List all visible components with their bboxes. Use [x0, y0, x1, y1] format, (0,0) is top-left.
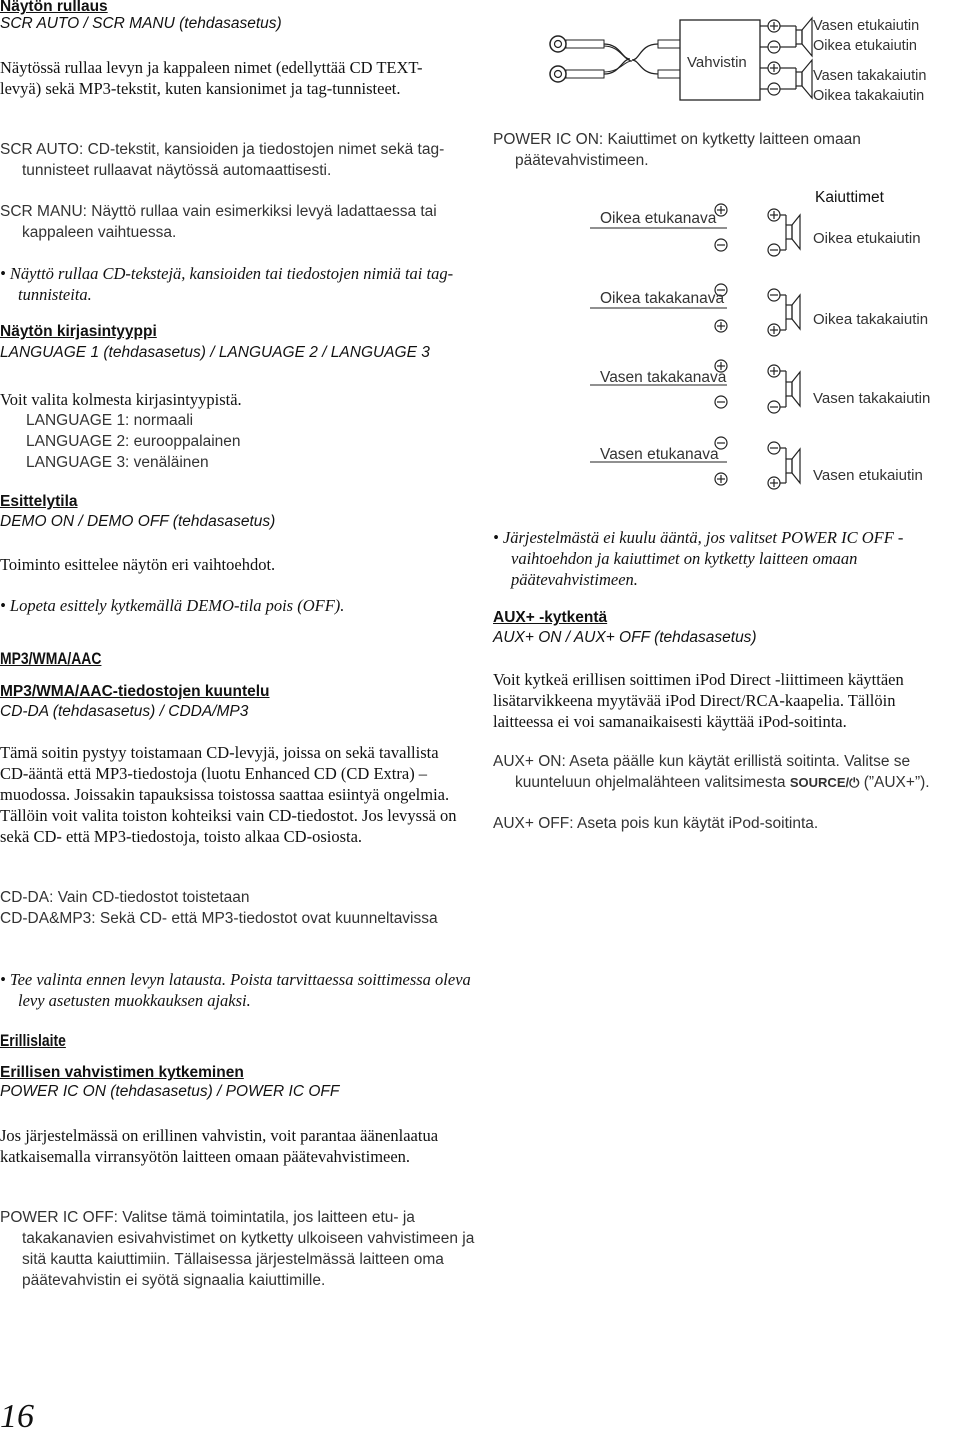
scroll-description: Näytössä rullaa levyn ja kappaleen nimet (edellyttää CD TEXT-levyä) sekä MP3-tekstit, kuten kansionimet ja tag-tunnisteet. — [0, 58, 423, 98]
speaker-label: Vasen takakaiutin — [813, 390, 931, 407]
speaker-label: Oikea takakaiutin — [813, 88, 925, 104]
mp3-cdda: CD-DA: Vain CD-tiedostot toistetaan — [0, 889, 250, 906]
ext-section-heading: Erillislaite — [0, 1031, 66, 1050]
charset-intro: Voit valita kolmesta kirjasintyypistä. — [0, 390, 242, 409]
channel-label: Vasen etukanava — [600, 446, 719, 463]
scroll-manu-text: SCR MANU: Näyttö rullaa vain esimerkiksi levyä ladattaessa tai kappaleen vaihtuessa. — [0, 203, 437, 241]
speaker-label: Oikea etukaiutin — [813, 38, 917, 54]
ext-off-text: POWER IC OFF: Valitse tämä toimintatila, jos laitteen etu- ja takakanavien esivahvistimet on kytketty ulkoiseen vahvistimeen ja sitä kautta kaiuttimiin. Tällaisessa järjestelmässä laitteen oma päätevahvistin ei syötä signaalia kaiuttimille. — [0, 1209, 475, 1289]
scroll-title: Näytön rullaus — [0, 0, 108, 15]
charset-item: LANGUAGE 1: normaali — [26, 412, 194, 429]
ext-description: Jos järjestelmässä on erillinen vahvistin, voit parantaa äänenlaatua katkaisemalla virransyötön laitteen omaan päätevahvistimeen. — [0, 1126, 439, 1166]
charset-title: Näytön kirjasintyyppi — [0, 323, 157, 340]
aux-on-text: AUX+ ON: Aseta päälle kun käytät erillistä soitinta. Valitse se kuunteluun ohjelmalähteen valitsimesta SOURCE/⏻ (”AUX+”). — [493, 753, 930, 791]
aux-options: AUX+ ON / AUX+ OFF (tehdasasetus) — [493, 629, 757, 646]
speaker-label: Vasen takakaiutin — [813, 68, 927, 84]
demo-description: Toiminto esittelee näytön eri vaihtoehdot. — [0, 555, 276, 574]
mp3-bullet: • Tee valinta ennen levyn latausta. Poista tarvittaessa soittimessa oleva levy asetusten muokkauksen ajaksi. — [0, 970, 471, 1010]
aux-description: Voit kytkeä erillisen soittimen iPod Direct -liittimeen käyttäen lisätarvikkeena myytävää iPod Direct/RCA-kaapelia. Tällöin laitteessa ei voi samanaikaisesti käyttää iPod-soitinta. — [493, 670, 904, 731]
scroll-options: SCR AUTO / SCR MANU (tehdasasetus) — [0, 15, 282, 32]
mp3-cdda-mp3: CD-DA&MP3: Sekä CD- että MP3-tiedostot ovat kuunneltavissa — [0, 910, 438, 927]
power-ic-off-bullet: • Järjestelmästä ei kuulu ääntä, jos valitset POWER IC OFF -vaihtoehdon ja kaiuttimet on kytketty laitteen omaan päätevahvistimeen. — [493, 528, 904, 589]
scroll-auto-text: SCR AUTO: CD-tekstit, kansioiden ja tiedostojen nimet sekä tag-tunnisteet rullaavat näytössä automaattisesti. — [0, 141, 445, 179]
amplifier-label: Vahvistin — [687, 54, 747, 71]
rca-jack-icon — [550, 36, 604, 82]
speaker-label: Vasen etukaiutin — [813, 18, 920, 34]
demo-bullet: • Lopeta esittely kytkemällä DEMO-tila pois (OFF). — [0, 596, 345, 615]
source-power-key: SOURCE/⏻ — [789, 775, 860, 790]
speakers-header: Kaiuttimet — [815, 189, 884, 206]
aux-title: AUX+ -kytkentä — [493, 609, 608, 626]
demo-options: DEMO ON / DEMO OFF (tehdasasetus) — [0, 513, 276, 530]
ext-title: Erillisen vahvistimen kytkeminen — [0, 1064, 244, 1081]
page-number: 16 — [0, 1398, 34, 1435]
aux-off-text: AUX+ OFF: Aseta pois kun käytät iPod-soitinta. — [493, 815, 819, 832]
mp3-title: MP3/WMA/AAC-tiedostojen kuuntelu — [0, 683, 270, 700]
speaker-label: Oikea etukaiutin — [813, 230, 921, 247]
mp3-description: Tämä soitin pystyy toistamaan CD-levyjä, joissa on sekä tavallista CD-ääntä että MP3-tiedostoja (luotu Enhanced CD (CD Extra) –muodossa. Joissakin tapauksissa toistossa saattaa esiintyä ongelmia. Tällöin voit valita toiston kohteiksi vain CD-tiedostot. Jos levyssä on sekä CD- että MP3-tiedostoja, toisto alkaa CD-osiosta. — [0, 743, 457, 846]
speaker-label: Oikea takakaiutin — [813, 311, 929, 328]
channel-label: Vasen takakanava — [600, 369, 727, 386]
power-ic-on-caption: POWER IC ON: Kaiuttimet on kytketty laitteen omaan päätevahvistimeen. — [493, 131, 861, 169]
mp3-options: CD-DA (tehdasasetus) / CDDA/MP3 — [0, 703, 249, 720]
demo-title: Esittelytila — [0, 493, 78, 510]
charset-item: LANGUAGE 2: eurooppalainen — [26, 433, 241, 450]
channel-label: Oikea takakanava — [600, 290, 725, 307]
charset-item: LANGUAGE 3: venäläinen — [26, 454, 209, 471]
mp3-section-heading: MP3/WMA/AAC — [0, 649, 102, 668]
charset-options: LANGUAGE 1 (tehdasasetus) / LANGUAGE 2 / LANGUAGE 3 — [0, 344, 430, 361]
speaker-label: Vasen etukaiutin — [813, 467, 923, 484]
ext-options: POWER IC ON (tehdasasetus) / POWER IC OFF — [0, 1083, 340, 1100]
channel-label: Oikea etukanava — [600, 210, 717, 227]
scroll-bullet: • Näyttö rullaa CD-tekstejä, kansioiden tai tiedostojen nimiä tai tag-tunnisteita. — [0, 264, 454, 304]
